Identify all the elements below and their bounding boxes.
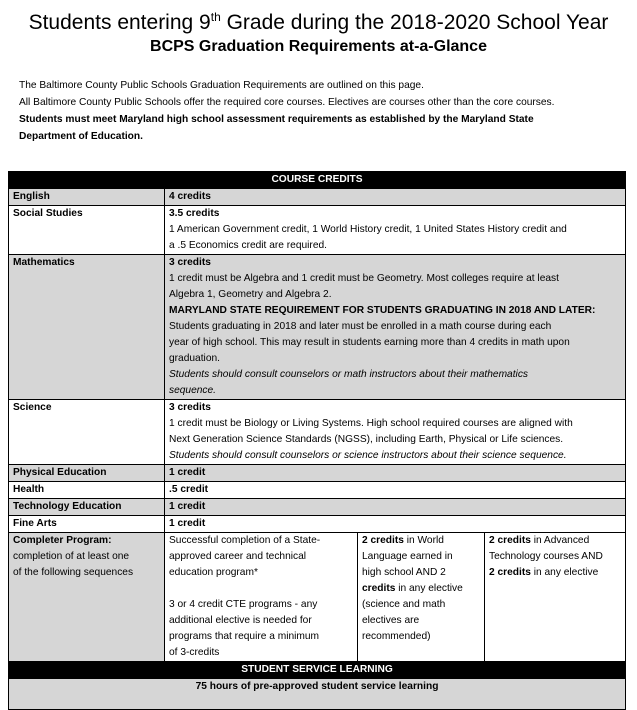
completer-label-note: completion of at least one [13, 551, 130, 562]
state-requirement-heading: MARYLAND STATE REQUIREMENT FOR STUDENTS GRADUATING IN 2018 AND LATER: [169, 305, 596, 316]
intro-paragraph [19, 77, 624, 145]
option-credits-bold: 2 credits [489, 567, 531, 578]
service-learning-header: STUDENT SERVICE LEARNING [9, 662, 626, 679]
credits-note: 1 American Government credit, 1 World History credit, 1 United States History credit and [169, 224, 567, 235]
option-text: approved career and technical [169, 551, 307, 562]
table-row [9, 499, 626, 516]
option-text: electives are [362, 615, 420, 626]
option-text: Language earned in [362, 551, 453, 562]
subject-cell: Technology Education [9, 499, 165, 516]
option-text: recommended) [362, 631, 431, 642]
table-header-row [9, 172, 626, 189]
credits-note: graduation. [169, 353, 220, 364]
table-row [9, 400, 626, 465]
option-text: high school AND 2 [362, 567, 446, 578]
credits-note: 1 credit must be Algebra and 1 credit must be Geometry. Most colleges require at least [169, 273, 559, 284]
table-row [9, 533, 626, 662]
course-credits-header: COURSE CREDITS [9, 172, 626, 189]
subject-cell: Physical Education [9, 465, 165, 482]
option-text: Successful completion of a State- [169, 535, 321, 546]
credits-cell: .5 credit [165, 482, 626, 499]
option-text [489, 565, 621, 581]
option-text [489, 533, 621, 549]
requirements-table [8, 171, 626, 710]
table-row [9, 255, 626, 400]
credits-note: Algebra 1, Geometry and Algebra 2. [169, 289, 332, 300]
subject-cell: English [9, 189, 165, 206]
table-row [9, 465, 626, 482]
service-learning-text: 75 hours of pre-approved student service learning [9, 679, 626, 710]
title-superscript: th [210, 10, 221, 24]
completer-label: Completer Program: [13, 535, 112, 546]
subject-cell: Health [9, 482, 165, 499]
completer-label-note: of the following sequences [13, 567, 134, 578]
credits-cell: 1 credit [165, 465, 626, 482]
table-row [9, 679, 626, 710]
intro-line-bold: Students must meet Maryland high school assessment requirements as established by the Maryland State [19, 114, 534, 125]
subject-cell: Social Studies [9, 206, 165, 255]
page-title [0, 4, 637, 36]
credits-advice: Students should consult counselors or science instructors about their science sequence. [169, 450, 567, 461]
option-text [362, 533, 480, 549]
option-text-part: in Advanced [530, 535, 590, 546]
option-text: (science and math [362, 599, 446, 610]
credits-cell: 4 credits [165, 189, 626, 206]
option-text: of 3-credits [169, 647, 220, 658]
credits-note: Students graduating in 2018 and later must be enrolled in a math course during each [169, 321, 552, 332]
completer-option-advanced-technology [485, 533, 626, 662]
intro-line: The Baltimore County Public Schools Graduation Requirements are outlined on this page. [19, 80, 424, 91]
credits-cell [165, 400, 626, 465]
option-credits-bold: credits [362, 583, 396, 594]
title-text-end: Grade during the 2018-2020 School Year [220, 11, 609, 34]
credits-note: a .5 Economics credit are required. [169, 240, 327, 251]
option-text-part: in World [403, 535, 444, 546]
credits-advice: sequence. [169, 385, 217, 396]
credits-cell: 1 credit [165, 499, 626, 516]
subject-cell: Mathematics [9, 255, 165, 400]
credits-note: year of high school. This may result in students earning more than 4 credits in math upon [169, 337, 570, 348]
table-row [9, 516, 626, 533]
credits-cell [165, 255, 626, 400]
table-row [9, 189, 626, 206]
option-credits-bold: 2 credits [362, 535, 404, 546]
intro-line-bold: Department of Education. [19, 131, 143, 142]
credits-cell [165, 206, 626, 255]
option-text: Technology courses AND [489, 551, 603, 562]
option-credits-bold: 2 credits [489, 535, 531, 546]
credits-note: Next Generation Science Standards (NGSS), including Earth, Physical or Life sciences. [169, 434, 564, 445]
option-text: education program* [169, 567, 258, 578]
option-text-part: in any elective [395, 583, 463, 594]
spacer [169, 581, 353, 597]
credits-amount: 3.5 credits [169, 208, 220, 219]
option-text: programs that require a minimum [169, 631, 320, 642]
option-text-part: in any elective [530, 567, 599, 578]
credits-amount: 3 credits [169, 257, 211, 268]
completer-option-cte [165, 533, 358, 662]
intro-line: All Baltimore County Public Schools offer the required core courses. Electives are courses other than the core courses. [19, 97, 555, 108]
table-row [9, 206, 626, 255]
option-text [362, 581, 480, 597]
option-text: additional elective is needed for [169, 615, 312, 626]
credits-advice: Students should consult counselors or math instructors about their mathematics [169, 369, 529, 380]
subject-cell [9, 533, 165, 662]
service-header-row [9, 662, 626, 679]
credits-note: 1 credit must be Biology or Living Systems. High school required courses are aligned with [169, 418, 573, 429]
completer-option-world-language [358, 533, 485, 662]
credits-amount: 3 credits [169, 402, 211, 413]
subject-cell: Science [9, 400, 165, 465]
subject-cell: Fine Arts [9, 516, 165, 533]
credits-cell: 1 credit [165, 516, 626, 533]
option-text: 3 or 4 credit CTE programs - any [169, 599, 318, 610]
table-row [9, 482, 626, 499]
page-subtitle: BCPS Graduation Requirements at-a-Glance [150, 38, 487, 55]
title-text: Students entering 9 [28, 11, 211, 34]
